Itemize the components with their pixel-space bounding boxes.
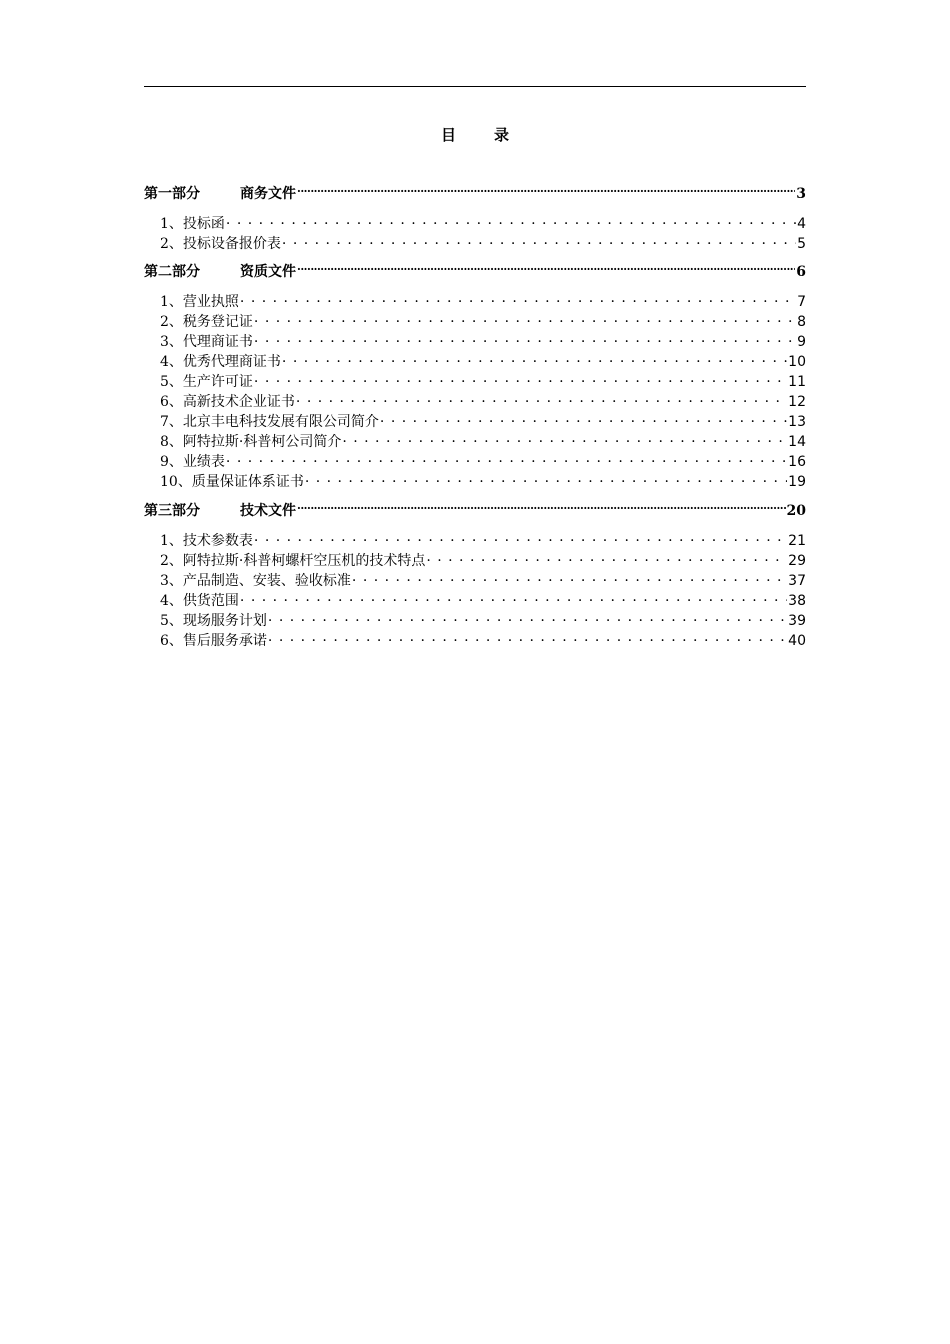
toc-item-label: 2、税务登记证 (160, 314, 253, 330)
header-rule (144, 86, 806, 87)
dot-leader (297, 184, 795, 198)
dot-leader (254, 531, 787, 545)
page-number: 21 (788, 533, 806, 549)
toc-item-label: 2、阿特拉斯·科普柯螺杆空压机的技术特点 (160, 553, 426, 569)
toc-item-label: 6、高新技术企业证书 (160, 394, 295, 410)
toc-item[interactable] (144, 530, 806, 550)
toc-title-part2: 录 (494, 126, 510, 144)
toc-item[interactable] (144, 391, 806, 411)
toc-item-label: 7、北京丰电科技发展有限公司简介 (160, 414, 379, 430)
dot-leader (268, 631, 787, 645)
dot-leader (426, 551, 787, 565)
toc-title-part1: 目 (440, 126, 456, 144)
dot-leader (380, 412, 787, 426)
dot-leader (254, 372, 787, 386)
toc-item-label: 5、生产许可证 (160, 374, 253, 390)
dot-leader (240, 292, 796, 306)
part-number: 第三部分 (144, 503, 200, 519)
toc-item-label: 1、技术参数表 (160, 533, 253, 549)
dot-leader (254, 312, 796, 326)
toc-item-label: 5、现场服务计划 (160, 613, 267, 629)
toc-item-label: 1、投标函 (160, 216, 225, 232)
page-number: 37 (788, 573, 806, 589)
dot-leader (352, 571, 787, 585)
toc-item[interactable] (144, 610, 806, 630)
toc-item[interactable] (144, 291, 806, 311)
page-number: 7 (797, 294, 806, 310)
part-title: 商务文件 (240, 186, 296, 202)
page-number: 8 (797, 314, 806, 330)
page-number: 38 (788, 593, 806, 609)
page-number: 16 (788, 454, 806, 470)
part-number: 第一部分 (144, 186, 200, 202)
part-title: 技术文件 (240, 503, 296, 519)
page-number: 39 (788, 613, 806, 629)
dot-leader (240, 591, 787, 605)
dot-leader (226, 452, 787, 466)
toc-item[interactable] (144, 471, 806, 491)
toc-item[interactable] (144, 311, 806, 331)
page-number: 13 (788, 414, 806, 430)
page-number: 9 (797, 334, 806, 350)
toc-part-2[interactable] (144, 261, 806, 281)
toc-item[interactable] (144, 411, 806, 431)
toc-item-label: 3、代理商证书 (160, 334, 253, 350)
dot-leader (342, 432, 787, 446)
toc-item-label: 3、产品制造、安装、验收标准 (160, 573, 351, 589)
toc-item[interactable] (144, 351, 806, 371)
toc-item-label: 8、阿特拉斯·科普柯公司简介 (160, 434, 342, 450)
page-number: 11 (788, 374, 806, 390)
dot-leader (305, 472, 787, 486)
toc-item[interactable] (144, 213, 806, 233)
page-number: 14 (788, 434, 806, 450)
toc-item[interactable] (144, 331, 806, 351)
part-title: 资质文件 (240, 264, 296, 280)
toc-item[interactable] (144, 233, 806, 253)
toc-item-label: 10、质量保证体系证书 (160, 474, 304, 490)
dot-leader (282, 234, 796, 248)
toc-item[interactable] (144, 550, 806, 570)
page-number: 19 (788, 474, 806, 490)
page-number: 20 (786, 503, 806, 519)
dot-leader (297, 501, 786, 515)
toc-item[interactable] (144, 630, 806, 650)
dot-leader (282, 352, 787, 366)
toc-item-label: 4、供货范围 (160, 593, 239, 609)
toc-item-label: 9、业绩表 (160, 454, 225, 470)
toc-item-label: 2、投标设备报价表 (160, 236, 281, 252)
page-number: 12 (788, 394, 806, 410)
dot-leader (297, 262, 795, 276)
page-number: 29 (788, 553, 806, 569)
toc-item[interactable] (144, 590, 806, 610)
toc-item[interactable] (144, 371, 806, 391)
toc-item[interactable] (144, 431, 806, 451)
toc-item[interactable] (144, 570, 806, 590)
toc-part-3[interactable] (144, 500, 806, 520)
dot-leader (296, 392, 787, 406)
part-number: 第二部分 (144, 264, 200, 280)
toc-item-label: 6、售后服务承诺 (160, 633, 267, 649)
toc-part-1[interactable] (144, 183, 806, 203)
page-number: 6 (796, 264, 806, 280)
toc-item-label: 4、优秀代理商证书 (160, 354, 281, 370)
page-number: 5 (797, 236, 806, 252)
page-number: 4 (797, 216, 806, 232)
dot-leader (268, 611, 787, 625)
page-number: 40 (788, 633, 806, 649)
dot-leader (254, 332, 796, 346)
toc-item-label: 1、营业执照 (160, 294, 239, 310)
toc-title (144, 124, 806, 145)
dot-leader (226, 214, 796, 228)
page-number: 10 (788, 354, 806, 370)
toc-item[interactable] (144, 451, 806, 471)
page-number: 3 (796, 186, 806, 202)
